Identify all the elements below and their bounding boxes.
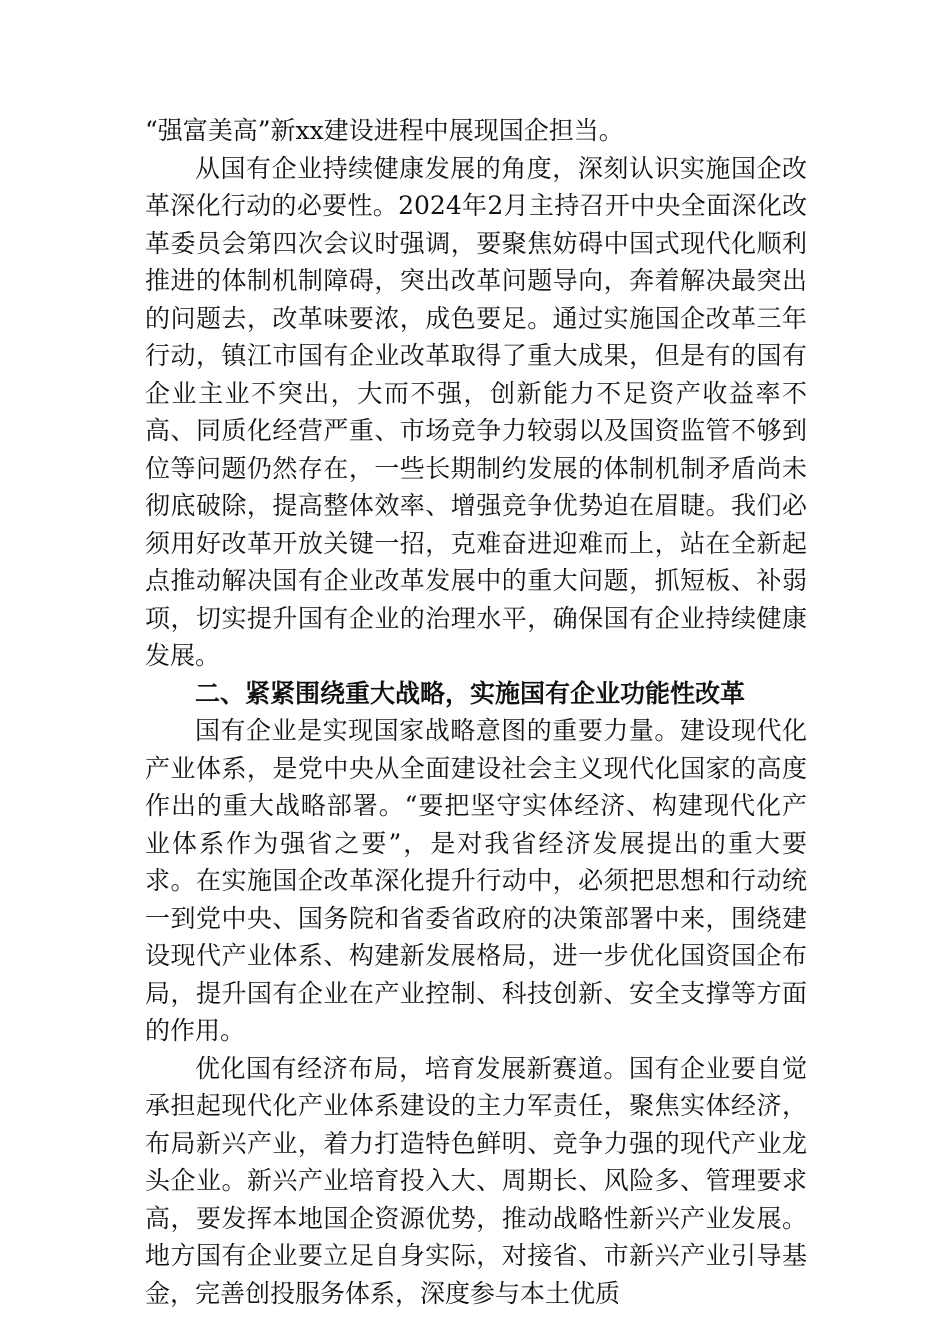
section-heading-two: 二、紧紧围绕重大战略，实施国有企业功能性改革 <box>195 678 746 708</box>
paragraph-continuation: “强富美高”新xx建设进程中展现国企担当。 <box>145 116 624 145</box>
document-body <box>145 112 807 1312</box>
paragraph-optimize-layout: 优化国有经济布局，培育发展新赛道。国有企业要自觉承担起现代化产业体系建设的主力军责任，聚焦实体经济，布局新兴产业，着力打造特色鲜明、竞争力强的现代产业龙头企业。新兴产业培育投入大、周期长、风险多、管理要求高，要发挥本地国企资源优势，推动战略性新兴产业发展。地方国有企业要立足自身实际，对接省、市新兴产业引导基金，完善创投服务体系，深度参与本土优质 <box>145 1053 807 1308</box>
paragraph-reform-necessity: 从国有企业持续健康发展的角度，深刻认识实施国企改革深化行动的必要性。2024年2月主持召开中央全面深化改革委员会第四次会议时强调，要聚焦妨碍中国式现代化顺利推进的体制机制障碍，突出改革问题导向，奔着解决最突出的问题去，改革味要浓，成色要足。通过实施国企改革三年行动，镇江市国有企业改革取得了重大成果，但是有的国有企业主业不突出，大而不强，创新能力不足资产收益率不高、同质化经营严重、市场竞争力较弱以及国资监管不够到位等问题仍然存在，一些长期制约发展的体制机制矛盾尚未彻底破除，提高整体效率、增强竞争优势迫在眉睫。我们必须用好改革开放关键一招，克难奋进迎难而上，站在全新起点推动解决国有企业改革发展中的重大问题，抓短板、补弱项，切实提升国有企业的治理水平，确保国有企业持续健康发展。 <box>145 153 807 670</box>
paragraph-national-strategy: 国有企业是实现国家战略意图的重要力量。建设现代化产业体系，是党中央从全面建设社会主义现代化国家的高度作出的重大战略部署。“要把坚守实体经济、构建现代化产业体系作为强省之要”，是对我省经济发展提出的重大要求。在实施国企改革深化提升行动中，必须把思想和行动统一到党中央、国务院和省委省政府的决策部署中来，围绕建设现代产业体系、构建新发展格局，进一步优化国资国企布局，提升国有企业在产业控制、科技创新、安全支撑等方面的作用。 <box>145 716 807 1045</box>
